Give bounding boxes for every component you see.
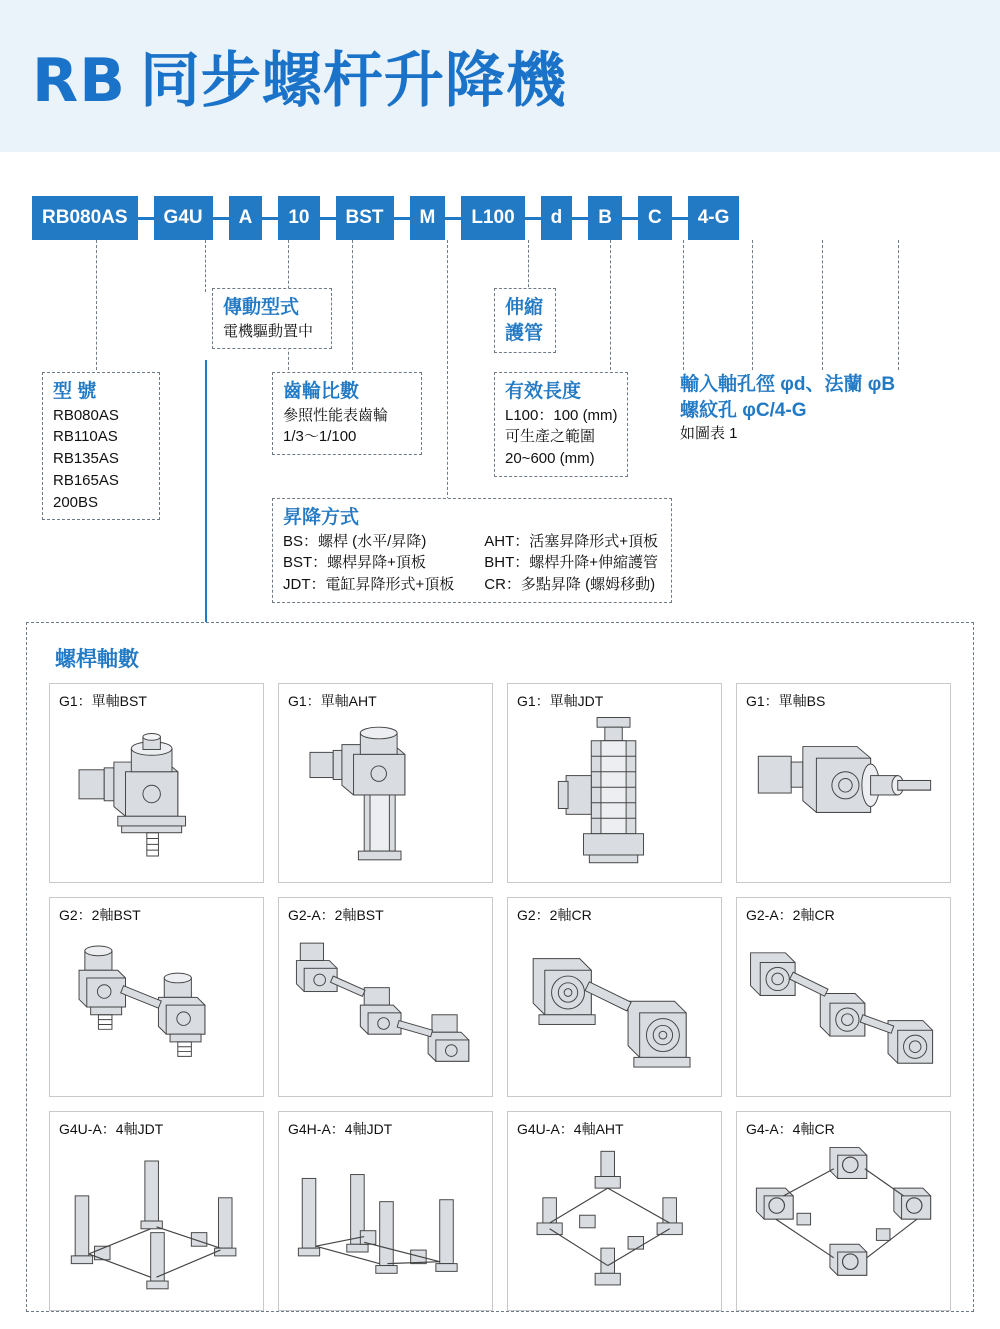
callout-lift-left-0: BS：螺桿 (水平/昇降) (283, 532, 427, 550)
model-code-string (32, 196, 739, 240)
product-label: G2：2軸BST (59, 907, 141, 923)
code-dash (394, 217, 410, 220)
callout-model-title: 型 號 (53, 381, 97, 402)
product-cell[interactable] (507, 1111, 722, 1311)
product-cell[interactable] (736, 1111, 951, 1311)
code-segment-model: RB080AS (32, 196, 138, 240)
code-dash (138, 217, 154, 220)
code-segment-b: B (588, 196, 622, 240)
leader-line-spine (205, 360, 207, 622)
shaft-count-panel (26, 622, 974, 1312)
product-label: G1：單軸BS (746, 693, 826, 709)
product-illustration-jdt4 (50, 1138, 263, 1306)
code-dash (213, 217, 229, 220)
callout-drive-type-line1: 電機驅動置中 (223, 322, 314, 340)
code-segment-length: L100 (461, 196, 524, 240)
callout-length-title: 有效長度 (505, 381, 582, 402)
callout-lift-right-1: BHT：螺桿升降+伸縮護管 (484, 554, 659, 572)
product-illustration-cr4 (737, 1138, 950, 1306)
callout-ratio-line2: 1/3～1/100 (283, 428, 357, 446)
callout-length-line1: L100：100 (mm) (505, 406, 618, 424)
product-label: G4U-A：4軸AHT (517, 1121, 624, 1137)
leader-line-ratio-b (352, 240, 353, 370)
callout-lift-mode (272, 498, 672, 603)
callout-model-item-3: RB165AS (53, 471, 119, 489)
brand-text: RB (32, 46, 126, 116)
product-cell[interactable] (49, 1111, 264, 1311)
callout-shaft-title2: 螺紋孔 φC/4-G (680, 399, 807, 421)
product-label: G2-A：2軸BST (288, 907, 384, 923)
product-label: G2-A：2軸CR (746, 907, 835, 923)
callout-model-item-1: RB110AS (53, 428, 118, 446)
product-cell[interactable] (49, 897, 264, 1097)
product-cell[interactable] (736, 683, 951, 883)
callout-ratio (272, 372, 422, 455)
code-dash (445, 217, 461, 220)
product-label: G4U-A：4軸JDT (59, 1121, 164, 1137)
code-segment-drive: G4U (154, 196, 213, 240)
callout-ratio-title: 齒輪比數 (283, 381, 360, 402)
leader-line-b (752, 240, 753, 370)
product-cell[interactable] (736, 897, 951, 1097)
product-cell[interactable] (507, 897, 722, 1097)
callout-lift-left-1: BST：螺桿昇降+頂板 (283, 554, 426, 572)
callout-shaft (680, 372, 895, 446)
callout-model-item-4: 200BS (53, 493, 99, 511)
product-cell[interactable] (278, 1111, 493, 1311)
callout-shaft-line1: 如圖表 1 (680, 425, 738, 443)
leader-line-length (610, 240, 611, 370)
code-dash (525, 217, 541, 220)
callout-bellows-title2: 護管 (505, 322, 544, 344)
product-cell[interactable] (278, 683, 493, 883)
leader-line-drive (205, 240, 206, 292)
code-segment-c: C (638, 196, 672, 240)
callout-model (42, 372, 160, 520)
product-grid (43, 683, 957, 1311)
callout-lift-right-0: AHT：活塞昇降形式+頂板 (484, 532, 659, 550)
callout-lift-left-2: JDT：電缸昇降形式+頂板 (283, 576, 455, 594)
product-illustration-aht4 (508, 1138, 721, 1306)
page-title (32, 33, 567, 119)
product-illustration-bst1 (50, 710, 263, 878)
panel-title: 螺桿軸數 (55, 648, 139, 671)
page-header (0, 0, 1000, 152)
product-illustration-aht1 (279, 710, 492, 878)
product-label: G4H-A：4軸JDT (288, 1121, 393, 1137)
leader-line-c (822, 240, 823, 370)
code-segment-thread: 4-G (688, 196, 740, 240)
product-illustration-jdt1 (508, 710, 721, 878)
product-illustration-jdt4h (279, 1138, 492, 1306)
product-illustration-cr2 (508, 924, 721, 1092)
leader-line-g (898, 240, 899, 370)
leader-line-lift (447, 240, 448, 500)
callout-bellows (494, 288, 556, 353)
code-dash (672, 217, 688, 220)
callout-shaft-title1: 輸入軸孔徑 φd、法蘭 φB (680, 374, 896, 395)
code-segment-bellows: M (410, 196, 446, 240)
product-illustration-bs1 (737, 710, 950, 878)
callout-drive-type (212, 288, 332, 349)
callout-ratio-line1: 參照性能表齒輪 (283, 406, 389, 424)
leader-line-bellows (528, 240, 529, 292)
code-dash (572, 217, 588, 220)
title-text: 同步螺杆升降機 (139, 47, 567, 114)
callout-length-line2: 可生產之範圍 (505, 428, 596, 446)
product-cell[interactable] (278, 897, 493, 1097)
callout-bellows-title: 伸縮 (505, 297, 544, 318)
product-illustration-bst2 (50, 924, 263, 1092)
code-dash (320, 217, 336, 220)
leader-line-model (96, 240, 97, 370)
product-illustration-bst2a (279, 924, 492, 1092)
product-label: G4-A：4軸CR (746, 1121, 835, 1137)
callout-lift-mode-title: 昇降方式 (283, 507, 360, 528)
product-label: G1：單軸JDT (517, 693, 604, 709)
callout-drive-type-title: 傳動型式 (223, 297, 300, 318)
product-label: G1：單軸AHT (288, 693, 377, 709)
callout-model-item-2: RB135AS (53, 450, 119, 468)
code-segment-a: A (229, 196, 263, 240)
callout-length (494, 372, 628, 477)
leader-line-d (683, 240, 684, 370)
product-cell[interactable] (49, 683, 264, 883)
code-segment-d: d (541, 196, 573, 240)
code-dash (622, 217, 638, 220)
code-segment-lift: BST (336, 196, 394, 240)
callout-lift-right-2: CR：多點昇降 (螺姆移動) (484, 576, 656, 594)
product-label: G1：單軸BST (59, 693, 147, 709)
callout-length-line3: 20~600 (mm) (505, 450, 595, 468)
product-illustration-cr2a (737, 924, 950, 1092)
product-cell[interactable] (507, 683, 722, 883)
product-label: G2：2軸CR (517, 907, 592, 923)
callout-model-item-0: RB080AS (53, 406, 119, 424)
code-dash (262, 217, 278, 220)
code-segment-ratio: 10 (278, 196, 319, 240)
